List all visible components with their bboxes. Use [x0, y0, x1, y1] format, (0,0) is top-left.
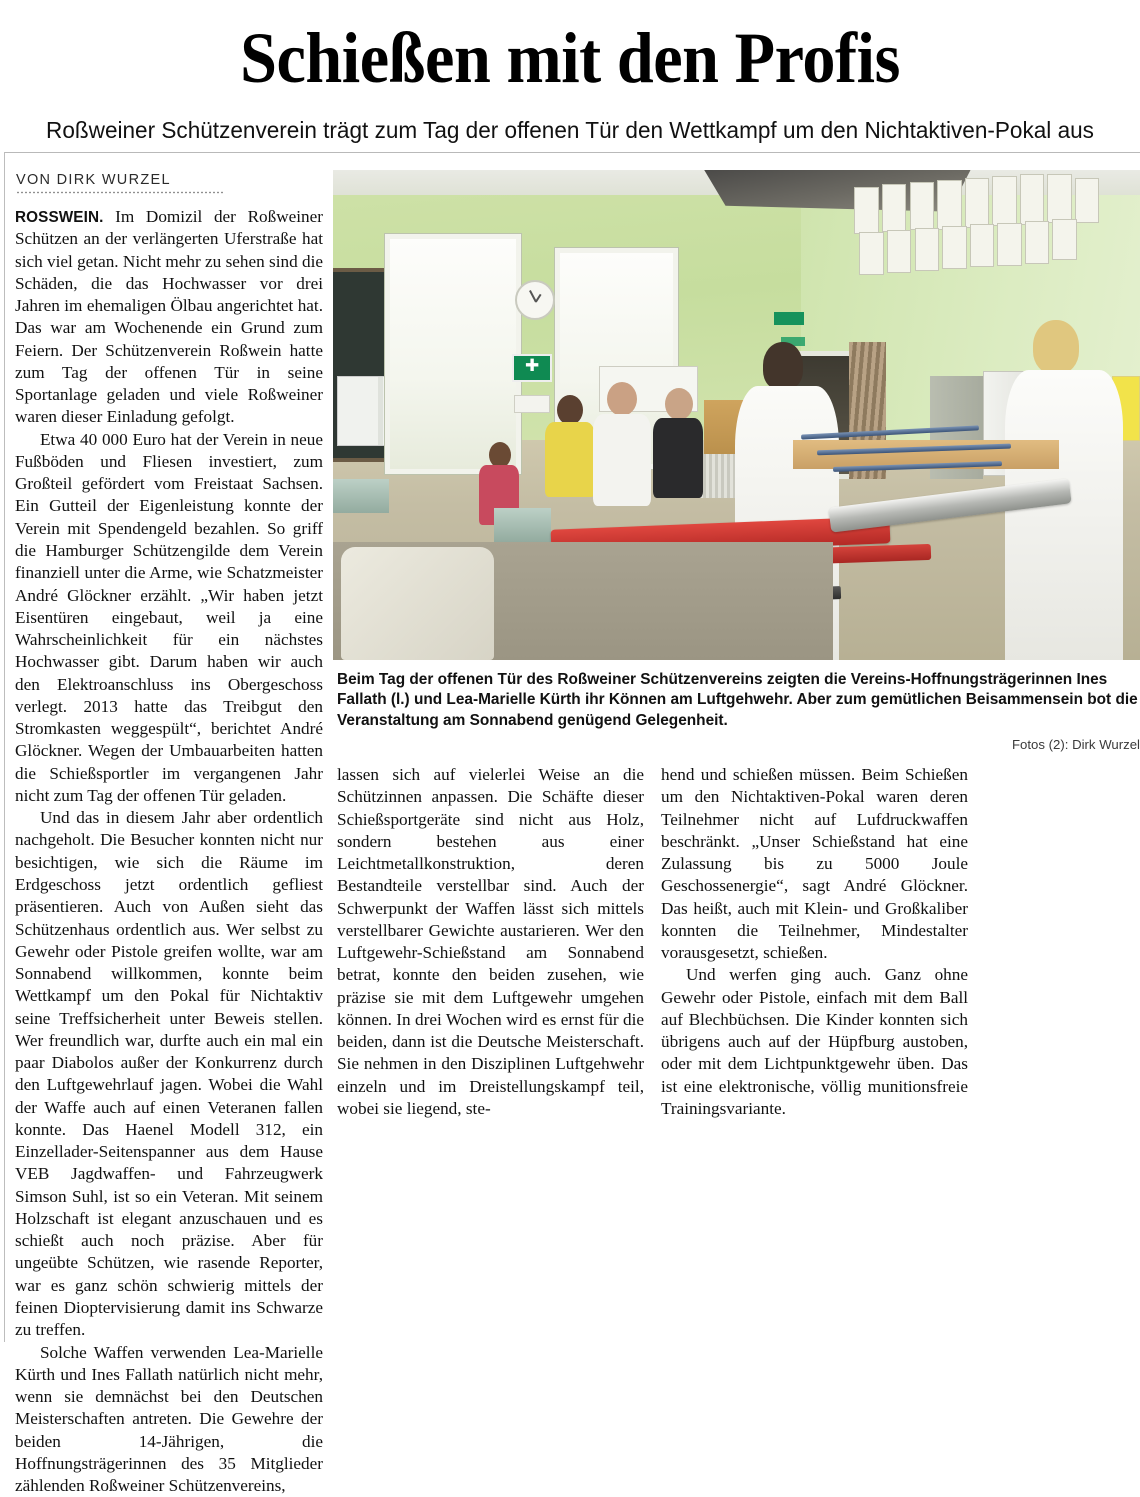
first-aid-sign-icon — [512, 354, 552, 382]
article-paragraph: Und das in diesem Jahr aber ordentlich nachgeholt. Die Besucher konnten nicht nur besichtigen, wie sich die Räume im Erdgeschoss jetzt ordentlich gefliest präsentieren. Auch von Außen sieht das Schützenhaus ordentlich aus. Wer selbst zu Gewehr oder Pistole greifen wollte, war am Sonnabend willkommen, konnte beim Wettkampf um den Pokal für Nichtaktiv seine Treffsicherheit unter Beweis stellen. Wer freundlich war, durfte auch ein mal ein paar Diabolos außer der Konkurrenz durch den Luftgewehrlauf jagen. Wobei die Wahl der Waffe auch auf einen Veteranen fallen konnte. Das Haenel Modell 312, ein Einzellader-Seitenspanner aus dem Hause VEB Jagdwaffen- und Fahrzeugwerk Simson Suhl, ist so ein Veteran. Mit seinem Holzschaft ist elegant anzuschauen und es schießt auch noch präzise. Aber für ungeübte Schützen, wie rasende Reporter, war es ganz schön schwierig mittels der feinen Dioptervisierung damit ins Schwarze zu treffen. — [15, 808, 323, 1340]
page-headline: Schießen mit den Profis — [240, 18, 900, 98]
article-photo — [333, 170, 1140, 660]
photo-credit: Fotos (2): Dirk Wurzel — [1012, 737, 1140, 752]
article-paragraph: lassen sich auf vielerlei Weise an die Schützinnen anpassen. Die Schäfte dieser Schießsportgeräte sind nicht aus Holz, sondern bestehen aus einer Leichtmetallkonstruktion, deren Bestandteile verstellbar sind. Auch der Schwerpunkt der Waffen lässt sich mittels verstellbarer Gewichte austarieren. Wer den Luftgewehr-Schießstand am Sonnabend betrat, konnte den beiden zusehen, wie präzise sie mit dem Luftgewehr umgehen können. In drei Wochen wird es ernst für die beiden, dann ist die Deutsche Meisterschaft. Sie nehmen in den Disziplinen Luftgehwehr einzeln und im Dreistellungskampf teil, wobei sie liegend, ste- — [337, 765, 644, 1118]
photo-equipment-box-2 — [494, 508, 550, 542]
left-margin-rule — [4, 152, 5, 1342]
emergency-exit-sign-icon — [774, 312, 804, 325]
article-paragraph: Solche Waffen verwenden Lea-Marielle Kürth und Ines Fallath natürlich nicht mehr, wenn sie demnächst bei den Deutschen Meisterschaften antreten. Die Gewehre der beiden 14-Jährigen, die Hoffnungsträgerinnen des 35 Mitglieder zählenden Roßweiner Schützenvereins, — [15, 1342, 323, 1496]
photo-scene — [333, 170, 1140, 660]
byline-text: VON DIRK WURZEL — [16, 172, 171, 188]
article-dateline: ROSSWEIN. — [15, 209, 104, 226]
photo-caption-text: Beim Tag der offenen Tür des Roßweiner Schützenvereins zeigten die Vereins-Hoffnungsträgerinnen Ines Fallath (l.) und Lea-Marielle Kürth ihr Können am Luftgehwehr. Aber zum gemütlichen Beisammensein bot die Veranstaltung am Sonnabend genügend Gelegenheit. — [337, 671, 1138, 729]
photo-equipment-box-1 — [333, 479, 389, 513]
photo-crt-monitor — [341, 547, 494, 660]
photo-caption — [337, 670, 1140, 752]
page-subheadline: Roßweiner Schützenverein trägt zum Tag der offenen Tür den Wettkampf um den Nichtaktiven-Pokal aus — [46, 117, 1094, 143]
article-column-2 — [337, 764, 644, 1120]
photo-wall-sign — [514, 395, 550, 413]
article-column-3 — [661, 764, 968, 1120]
photo-certificate-wall — [849, 180, 1099, 273]
article-paragraph: Und werfen ging auch. Ganz ohne Gewehr oder Pistole, einfach mit dem Ball auf Blechbüchsen. Die Kinder konnten sich übrigens auch auf der Hüpfburg austoben, oder mit dem Lichtpunktgewehr üben. Das ist eine elektronische, völlig munitionsfreie Trainingsvariante. — [661, 965, 968, 1118]
article-paragraph: hend und schießen müssen. Beim Schießen um den Nichtaktiven-Pokal waren deren Teilnehmer nicht auf Lufdruckwaffen beschränkt. „Unser Schießstand hat eine Zulassung bis zu 5000 Joule Geschossenergie“, sagt André Glöckner. Das heißt, auch mit Klein- und Großkaliber konnten die Teilnehmer, Mindestalter vorausgesetzt, schießen. — [661, 765, 968, 963]
byline-block — [16, 172, 321, 194]
article-paragraph: Etwa 40 000 Euro hat der Verein in neue Fußböden und Fliesen investiert, zum Großteil gefördert vom Freistaat Sachsen. Ein Gutteil der Eigenleistung konnte der Verein mit Spendengeld bezahlen. So griff die Hamburger Schützengilde dem Verein finanziell unter die Arme, wie Schatzmeister André Glöckner erzählt. „Wir haben jetzt Eisentüren eingebaut, weil ja eine Wahrscheinlichkeit für ein nächstes Hochwasser gibt. Darum haben wir auch den Elektroanschluss ins Obergeschoss verlegt. 2013 hatte das Treibgut den Stromkasten weggespült“, berichtet André Glöckner. Wegen der Umbauarbeiten hatten die Schießsportler im vergangenen Jahr nicht zum Tag der offenen Tür geladen. — [15, 429, 323, 805]
article-paragraph-text: Im Domizil der Roßweiner Schützen an der verlängerten Uferstraße hat sich viel getan. Nicht mehr zu sehen sind die Schäden, die das Hochwasser vor drei Jahren im ehemaligen Ölbau angerichtet hat. Das war am Wochenende ein Grund zum Feiern. Der Schützenverein Roßwein hatte zum Tag der offenen Tür in seine Sportanlage geladen und viele Roßweiner waren dieser Einladung gefolgt. — [15, 207, 323, 427]
byline-dotted-rule — [16, 191, 223, 194]
photo-window-left — [385, 234, 520, 474]
article-column-1 — [15, 206, 323, 1497]
article-paragraph — [15, 206, 323, 429]
header-divider-rule — [4, 152, 1140, 153]
